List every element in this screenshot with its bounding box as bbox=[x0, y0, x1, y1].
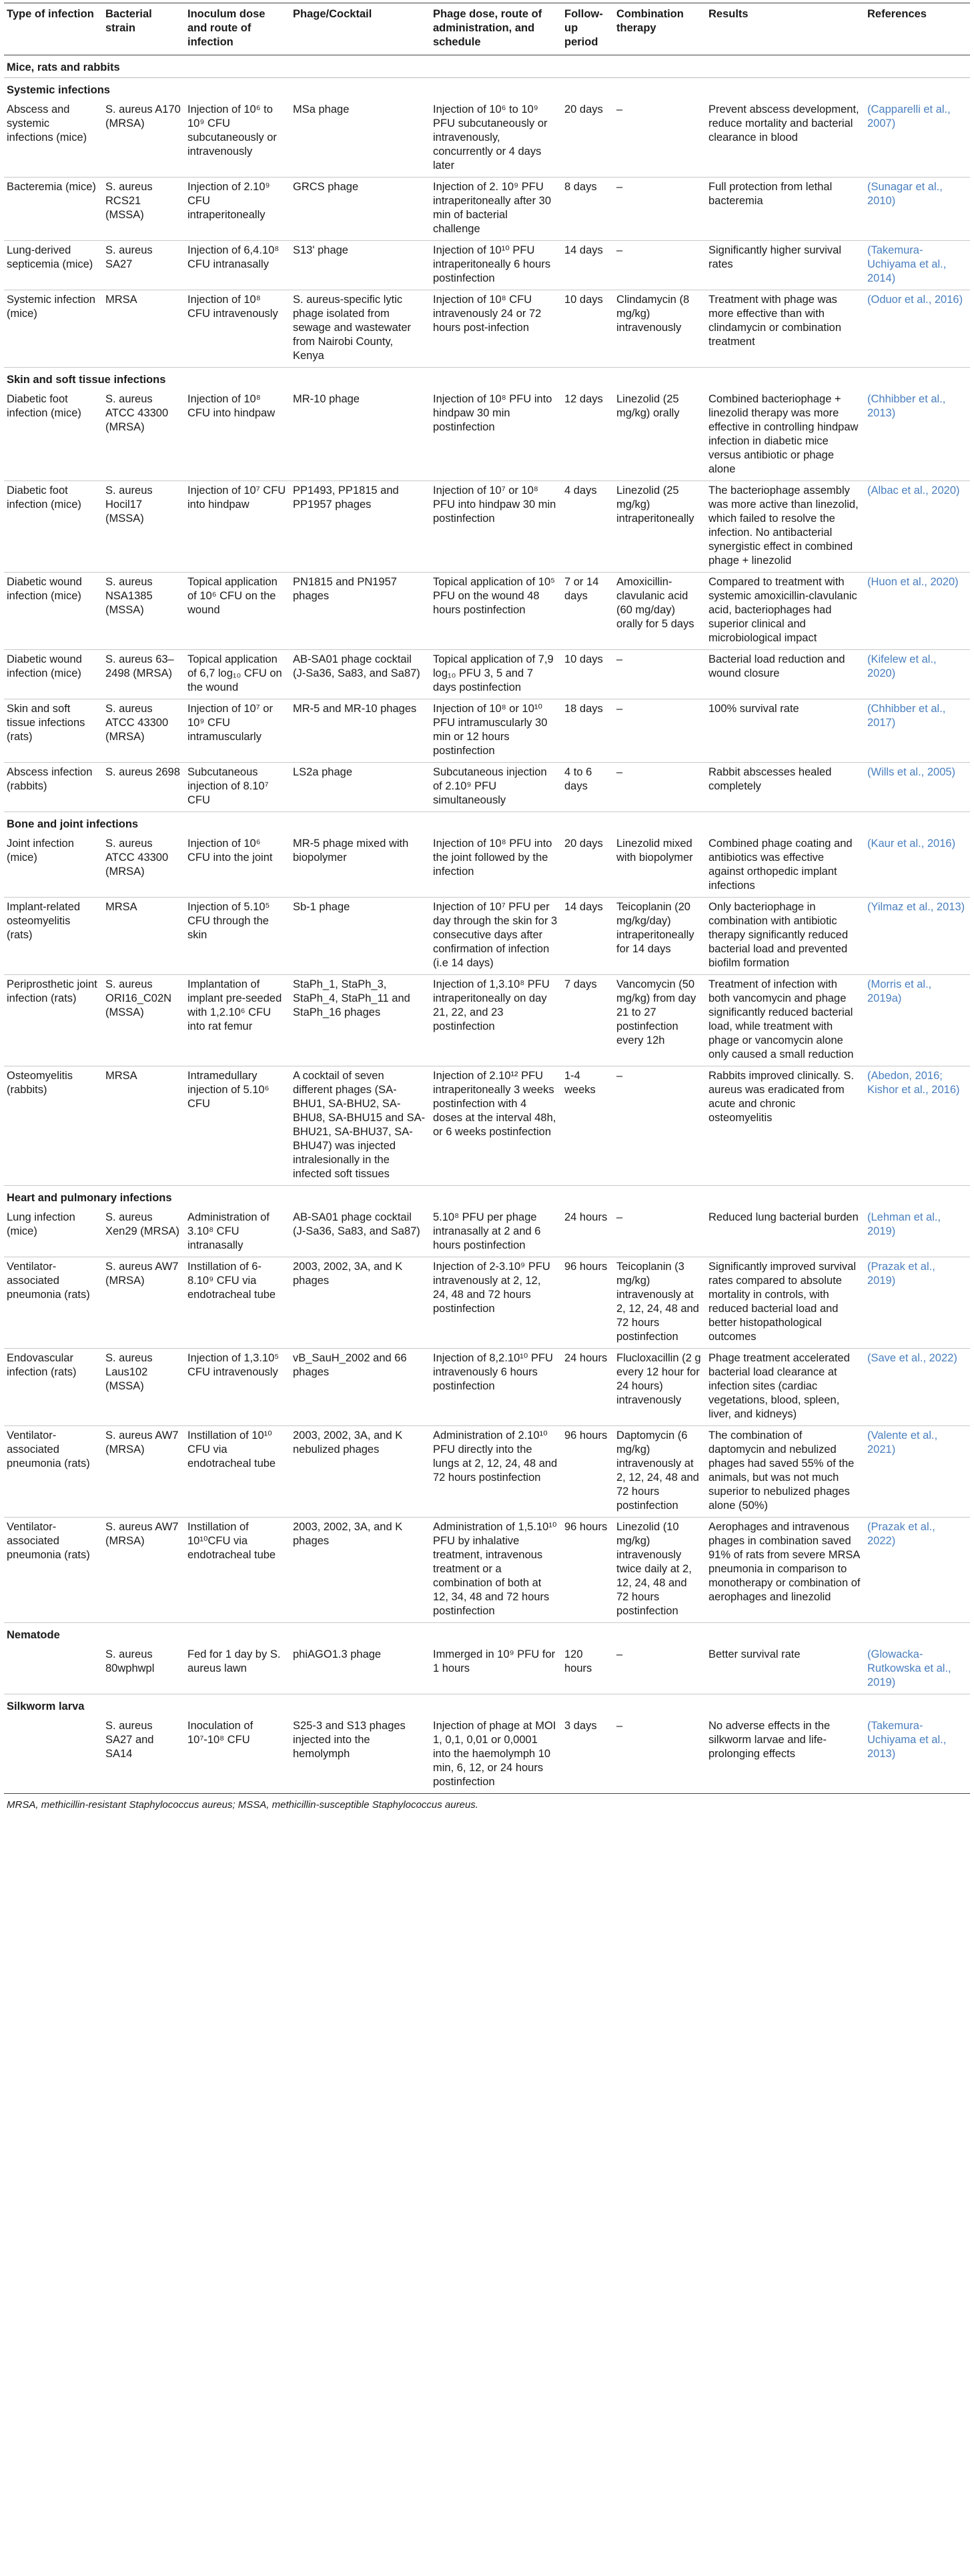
table-row bbox=[4, 100, 970, 178]
table-cell: 20 days bbox=[562, 834, 614, 898]
table-row bbox=[4, 290, 970, 368]
table-row bbox=[4, 481, 970, 573]
section-header-row bbox=[4, 55, 970, 78]
section-header-row bbox=[4, 1186, 970, 1209]
table-cell: Reduced lung bacterial burden bbox=[706, 1208, 865, 1257]
table-row bbox=[4, 975, 970, 1066]
table-cell: S. aureus Xen29 (MRSA) bbox=[103, 1208, 185, 1257]
table-cell: The bacteriophage assembly was more active than linezolid, which failed to resolve the infection. No antibacterial synergistic effect in combined phage + linezolid bbox=[706, 481, 865, 573]
table-cell: 120 hours bbox=[562, 1645, 614, 1694]
table-cell: Linezolid (25 mg/kg) orally bbox=[614, 390, 706, 481]
table-cell: Injection of 2. 10⁹ PFU intraperitoneally after 30 min of bacterial challenge bbox=[430, 178, 562, 241]
reference-link[interactable]: (Kifelew et al., 2020) bbox=[865, 650, 970, 699]
reference-link[interactable]: (Morris et al., 2019a) bbox=[865, 975, 970, 1066]
header-row bbox=[4, 3, 970, 55]
table-cell: S. aureus AW7 (MRSA) bbox=[103, 1257, 185, 1349]
table-cell: S. aureus SA27 bbox=[103, 241, 185, 290]
table-cell bbox=[4, 1716, 103, 1794]
column-header: Combination therapy bbox=[614, 3, 706, 55]
table-cell: S. aureus 2698 bbox=[103, 763, 185, 812]
table-cell: 8 days bbox=[562, 178, 614, 241]
table-cell: StaPh_1, StaPh_3, StaPh_4, StaPh_11 and StaPh_16 phages bbox=[290, 975, 430, 1066]
table-cell: Bacteremia (mice) bbox=[4, 178, 103, 241]
section-header-row bbox=[4, 812, 970, 835]
table-cell: Injection of 1,3.10⁵ CFU intravenously bbox=[185, 1349, 290, 1426]
column-header: Phage dose, route of administration, and schedule bbox=[430, 3, 562, 55]
table-cell: Skin and soft tissue infections (rats) bbox=[4, 699, 103, 763]
table-cell: Combined phage coating and antibiotics was effective against orthopedic implant infections bbox=[706, 834, 865, 898]
section-header-row bbox=[4, 368, 970, 390]
table-cell: Ventilator-associated pneumonia (rats) bbox=[4, 1257, 103, 1349]
section-title: Nematode bbox=[7, 1629, 60, 1641]
table-row bbox=[4, 763, 970, 812]
table-cell: MR-5 phage mixed with biopolymer bbox=[290, 834, 430, 898]
column-header: Phage/Cocktail bbox=[290, 3, 430, 55]
table-cell: Full protection from lethal bacteremia bbox=[706, 178, 865, 241]
table-cell: S. aureus Hocil17 (MSSA) bbox=[103, 481, 185, 573]
table-cell: S. aureus ATCC 43300 (MRSA) bbox=[103, 834, 185, 898]
table-cell: S. aureus AW7 (MRSA) bbox=[103, 1426, 185, 1518]
table-cell: 18 days bbox=[562, 699, 614, 763]
table-cell: Implant-related osteomyelitis (rats) bbox=[4, 898, 103, 975]
table-cell: S. aureus-specific lytic phage isolated from sewage and wastewater from Nairobi County, Kenya bbox=[290, 290, 430, 368]
table-cell: Injection of 10⁶ CFU into the joint bbox=[185, 834, 290, 898]
reference-link[interactable]: (Kaur et al., 2016) bbox=[865, 834, 970, 898]
table-cell: Injection of 10⁸ PFU into hindpaw 30 min postinfection bbox=[430, 390, 562, 481]
table-cell: Injection of 10¹⁰ PFU intraperitoneally 6 hours postinfection bbox=[430, 241, 562, 290]
table-cell: A cocktail of seven different phages (SA-BHU1, SA-BHU2, SA-BHU8, SA-BHU15 and SA-BHU21, SA-BHU37, SA-BHU47) was injected intralesionally in the infected soft tissues bbox=[290, 1066, 430, 1186]
table-row bbox=[4, 898, 970, 975]
table-cell: Lung infection (mice) bbox=[4, 1208, 103, 1257]
reference-link[interactable]: (Capparelli et al., 2007) bbox=[865, 100, 970, 178]
table-cell: Injection of 10⁶ to 10⁹ CFU subcutaneously or intravenously bbox=[185, 100, 290, 178]
table-cell: MRSA bbox=[103, 1066, 185, 1186]
reference-link[interactable]: (Takemura-Uchiyama et al., 2014) bbox=[865, 241, 970, 290]
section-title: Skin and soft tissue infections bbox=[7, 374, 166, 386]
table-cell: AB-SA01 phage cocktail (J-Sa36, Sa83, and Sa87) bbox=[290, 650, 430, 699]
table-cell: Joint infection (mice) bbox=[4, 834, 103, 898]
table-cell: Topical application of 10⁶ CFU on the wound bbox=[185, 573, 290, 650]
table-cell: Implantation of implant pre-seeded with 1,2.10⁶ CFU into rat femur bbox=[185, 975, 290, 1066]
table-cell: – bbox=[614, 763, 706, 812]
reference-link[interactable]: (Abedon, 2016; Kishor et al., 2016) bbox=[865, 1066, 970, 1186]
table-cell: Ventilator-associated pneumonia (rats) bbox=[4, 1518, 103, 1623]
table-row bbox=[4, 1518, 970, 1623]
table-cell: – bbox=[614, 241, 706, 290]
table-cell: 5.10⁸ PFU per phage intranasally at 2 and 6 hours postinfection bbox=[430, 1208, 562, 1257]
table-cell: Osteomyelitis (rabbits) bbox=[4, 1066, 103, 1186]
table-cell: phiAGO1.3 phage bbox=[290, 1645, 430, 1694]
table-cell: Phage treatment accelerated bacterial load clearance at infection sites (cardiac vegetations, blood, spleen, liver, and kidneys) bbox=[706, 1349, 865, 1426]
table-cell: 1-4 weeks bbox=[562, 1066, 614, 1186]
table-cell: Teicoplanin (20 mg/kg/day) intraperitoneally for 14 days bbox=[614, 898, 706, 975]
table-cell: Sb-1 phage bbox=[290, 898, 430, 975]
table-row bbox=[4, 1645, 970, 1694]
table-cell: Better survival rate bbox=[706, 1645, 865, 1694]
table-cell: Injection of phage at MOI 1, 0,1, 0,01 or 0,0001 into the haemolymph 10 min, 6, 12, or 24 hours postinfection bbox=[430, 1716, 562, 1794]
table-cell: Vancomycin (50 mg/kg) from day 21 to 27 postinfection every 12h bbox=[614, 975, 706, 1066]
table-cell: Treatment with phage was more effective than with clindamycin or combination treatment bbox=[706, 290, 865, 368]
table-cell: MRSA bbox=[103, 898, 185, 975]
table-cell: MR-10 phage bbox=[290, 390, 430, 481]
table-cell: Subcutaneous injection of 2.10⁹ PFU simultaneously bbox=[430, 763, 562, 812]
table-cell: Injection of 2.10¹² PFU intraperitoneally 3 weeks postinfection with 4 doses at the interval 48h, or 6 weeks postinfection bbox=[430, 1066, 562, 1186]
table-row bbox=[4, 241, 970, 290]
table-cell: 24 hours bbox=[562, 1208, 614, 1257]
table-cell: Instillation of 10¹⁰CFU via endotracheal tube bbox=[185, 1518, 290, 1623]
table-cell: Topical application of 7,9 log₁₀ PFU 3, 5 and 7 days postinfection bbox=[430, 650, 562, 699]
table-cell: – bbox=[614, 1645, 706, 1694]
table-cell: S13' phage bbox=[290, 241, 430, 290]
table-cell: S25-3 and S13 phages injected into the hemolymph bbox=[290, 1716, 430, 1794]
table-cell: AB-SA01 phage cocktail (J-Sa36, Sa83, and Sa87) bbox=[290, 1208, 430, 1257]
table-cell: 14 days bbox=[562, 241, 614, 290]
table-cell: 7 days bbox=[562, 975, 614, 1066]
table-cell: Bacterial load reduction and wound closure bbox=[706, 650, 865, 699]
table-cell: Periprosthetic joint infection (rats) bbox=[4, 975, 103, 1066]
table-cell: Injection of 2.10⁹ CFU intraperitoneally bbox=[185, 178, 290, 241]
table-cell: Topical application of 6,7 log₁₀ CFU on the wound bbox=[185, 650, 290, 699]
table-cell: Prevent abscess development, reduce mortality and bacterial clearance in blood bbox=[706, 100, 865, 178]
table-row bbox=[4, 390, 970, 481]
table-footnote: MRSA, methicillin-resistant Staphylococcus aureus; MSSA, methicillin-susceptible Staphylococcus aureus. bbox=[7, 1799, 478, 1811]
table-cell: Flucloxacillin (2 g every 12 hour for 24 hours) intravenously bbox=[614, 1349, 706, 1426]
table-cell: Diabetic wound infection (mice) bbox=[4, 650, 103, 699]
section-title: Silkworm larva bbox=[7, 1700, 85, 1712]
table-cell: 96 hours bbox=[562, 1257, 614, 1349]
table-cell: Significantly higher survival rates bbox=[706, 241, 865, 290]
table-cell: No adverse effects in the silkworm larvae and life-prolonging effects bbox=[706, 1716, 865, 1794]
table-cell: – bbox=[614, 1066, 706, 1186]
table-body bbox=[4, 55, 970, 1794]
table-cell: Linezolid (25 mg/kg) intraperitoneally bbox=[614, 481, 706, 573]
table-cell: Instillation of 10¹⁰ CFU via endotracheal tube bbox=[185, 1426, 290, 1518]
section-title: Mice, rats and rabbits bbox=[4, 55, 970, 78]
table-cell: S. aureus AW7 (MRSA) bbox=[103, 1518, 185, 1623]
table-cell: Immerged in 10⁹ PFU for 1 hours bbox=[430, 1645, 562, 1694]
reference-link[interactable]: (Prazak et al., 2022) bbox=[865, 1518, 970, 1623]
section-title: Heart and pulmonary infections bbox=[7, 1192, 172, 1204]
section-header-row bbox=[4, 1623, 970, 1646]
table-cell: Intramedullary injection of 5.10⁶ CFU bbox=[185, 1066, 290, 1186]
table-cell: Compared to treatment with systemic amoxicillin-clavulanic acid, bacteriophages had superior clinical and microbiological impact bbox=[706, 573, 865, 650]
reference-link[interactable]: (Chhibber et al., 2013) bbox=[865, 390, 970, 481]
table-cell: 20 days bbox=[562, 100, 614, 178]
table-cell: 14 days bbox=[562, 898, 614, 975]
table-cell: S. aureus 63–2498 (MRSA) bbox=[103, 650, 185, 699]
reference-link[interactable]: (Valente et al., 2021) bbox=[865, 1426, 970, 1518]
phage-therapy-table bbox=[4, 3, 970, 1794]
reference-link[interactable]: (Glowacka-Rutkowska et al., 2019) bbox=[865, 1645, 970, 1694]
table-cell: Treatment of infection with both vancomycin and phage significantly reduced bacterial load, while treatment with phage or vancomycin alone only caused a small reduction bbox=[706, 975, 865, 1066]
table-cell: Injection of 10⁸ CFU intravenously 24 or 72 hours post-infection bbox=[430, 290, 562, 368]
table-cell: 96 hours bbox=[562, 1518, 614, 1623]
table-cell: Lung-derived septicemia (mice) bbox=[4, 241, 103, 290]
table-cell: 100% survival rate bbox=[706, 699, 865, 763]
table-cell: – bbox=[614, 178, 706, 241]
table-cell: Diabetic wound infection (mice) bbox=[4, 573, 103, 650]
table-cell: 4 to 6 days bbox=[562, 763, 614, 812]
section-title: Bone and joint infections bbox=[7, 818, 139, 830]
table-cell: Injection of 8,2.10¹⁰ PFU intravenously 6 hours postinfection bbox=[430, 1349, 562, 1426]
table-cell: Diabetic foot infection (mice) bbox=[4, 481, 103, 573]
table-cell: Injection of 6,4.10⁸ CFU intranasally bbox=[185, 241, 290, 290]
reference-link[interactable]: (Oduor et al., 2016) bbox=[865, 290, 970, 368]
table-cell: Fed for 1 day by S. aureus lawn bbox=[185, 1645, 290, 1694]
table-cell bbox=[4, 1645, 103, 1694]
table-cell: Injection of 10⁸ CFU into hindpaw bbox=[185, 390, 290, 481]
table-cell: 2003, 2002, 3A, and K phages bbox=[290, 1518, 430, 1623]
table-row bbox=[4, 1349, 970, 1426]
table-cell: – bbox=[614, 1208, 706, 1257]
table-cell: Injection of 10⁷ PFU per day through the skin for 3 consecutive days after confirmation of infection (i.e 14 days) bbox=[430, 898, 562, 975]
table-cell: Linezolid mixed with biopolymer bbox=[614, 834, 706, 898]
table-cell: S. aureus NSA1385 (MSSA) bbox=[103, 573, 185, 650]
table-cell: 12 days bbox=[562, 390, 614, 481]
table-cell: Injection of 1,3.10⁸ PFU intraperitoneally on day 21, 22, and 23 postinfection bbox=[430, 975, 562, 1066]
table-row bbox=[4, 1208, 970, 1257]
reference-link[interactable]: (Chhibber et al., 2017) bbox=[865, 699, 970, 763]
table-row bbox=[4, 699, 970, 763]
table-container bbox=[4, 3, 970, 1816]
section-header-row bbox=[4, 1694, 970, 1717]
table-cell: Abscess and systemic infections (mice) bbox=[4, 100, 103, 178]
table-cell: S. aureus RCS21 (MSSA) bbox=[103, 178, 185, 241]
table-cell: S. aureus ATCC 43300 (MRSA) bbox=[103, 699, 185, 763]
table-cell: Endovascular infection (rats) bbox=[4, 1349, 103, 1426]
table-cell: Rabbit abscesses healed completely bbox=[706, 763, 865, 812]
section-header-row bbox=[4, 78, 970, 101]
table-cell: S. aureus Laus102 (MSSA) bbox=[103, 1349, 185, 1426]
reference-link[interactable]: (Lehman et al., 2019) bbox=[865, 1208, 970, 1257]
table-cell: Administration of 3.10⁸ CFU intranasally bbox=[185, 1208, 290, 1257]
table-cell: Combined bacteriophage + linezolid therapy was more effective in controlling hindpaw infection in diabetic mice versus antibiotic or phage alone bbox=[706, 390, 865, 481]
table-cell: 4 days bbox=[562, 481, 614, 573]
table-cell: 7 or 14 days bbox=[562, 573, 614, 650]
table-cell: Injection of 10⁶ to 10⁹ PFU subcutaneously or intravenously, concurrently or 4 days later bbox=[430, 100, 562, 178]
table-cell: – bbox=[614, 650, 706, 699]
table-cell: Ventilator-associated pneumonia (rats) bbox=[4, 1426, 103, 1518]
table-row bbox=[4, 1716, 970, 1794]
table-row bbox=[4, 178, 970, 241]
column-header: Results bbox=[706, 3, 865, 55]
table-cell: 2003, 2002, 3A, and K nebulized phages bbox=[290, 1426, 430, 1518]
table-cell: – bbox=[614, 699, 706, 763]
table-cell: LS2a phage bbox=[290, 763, 430, 812]
table-cell: Aerophages and intravenous phages in combination saved 91% of rats from severe MRSA pneumonia in comparison to monotherapy or combination of aerophages and linezolid bbox=[706, 1518, 865, 1623]
table-row bbox=[4, 1426, 970, 1518]
table-cell: 24 hours bbox=[562, 1349, 614, 1426]
table-cell: Rabbits improved clinically. S. aureus was eradicated from acute and chronic osteomyelitis bbox=[706, 1066, 865, 1186]
table-cell: MRSA bbox=[103, 290, 185, 368]
table-cell: S. aureus A170 (MRSA) bbox=[103, 100, 185, 178]
table-cell: Diabetic foot infection (mice) bbox=[4, 390, 103, 481]
table-cell: Linezolid (10 mg/kg) intravenously twice daily at 2, 12, 24, 48 and 72 hours postinfection bbox=[614, 1518, 706, 1623]
table-cell: Amoxicillin-clavulanic acid (60 mg/day) orally for 5 days bbox=[614, 573, 706, 650]
table-cell: 96 hours bbox=[562, 1426, 614, 1518]
table-cell: PN1815 and PN1957 phages bbox=[290, 573, 430, 650]
table-cell: Significantly improved survival rates compared to absolute mortality in controls, with reduced bacterial load and better histopathological outcomes bbox=[706, 1257, 865, 1349]
reference-link[interactable]: (Prazak et al., 2019) bbox=[865, 1257, 970, 1349]
table-cell: vB_SauH_2002 and 66 phages bbox=[290, 1349, 430, 1426]
reference-link[interactable]: (Albac et al., 2020) bbox=[865, 481, 970, 573]
table-cell: Subcutaneous injection of 8.10⁷ CFU bbox=[185, 763, 290, 812]
table-row bbox=[4, 573, 970, 650]
table-cell: Injection of 5.10⁵ CFU through the skin bbox=[185, 898, 290, 975]
table-cell: Administration of 2.10¹⁰ PFU directly into the lungs at 2, 12, 24, 48 and 72 hours postinfection bbox=[430, 1426, 562, 1518]
table-cell: 3 days bbox=[562, 1716, 614, 1794]
table-cell: S. aureus ATCC 43300 (MRSA) bbox=[103, 390, 185, 481]
column-header: Inoculum dose and route of infection bbox=[185, 3, 290, 55]
table-cell: The combination of daptomycin and nebulized phages had saved 55% of the animals, but was not much superior to nebulized phages alone (50%) bbox=[706, 1426, 865, 1518]
table-cell: MSa phage bbox=[290, 100, 430, 178]
table-cell: Topical application of 10⁵ PFU on the wound 48 hours postinfection bbox=[430, 573, 562, 650]
column-header: Type of infection bbox=[4, 3, 103, 55]
table-row bbox=[4, 1257, 970, 1349]
reference-link[interactable]: (Sunagar et al., 2010) bbox=[865, 178, 970, 241]
table-header bbox=[4, 3, 970, 55]
table-cell: Administration of 1,5.10¹⁰ PFU by inhalative treatment, intravenous treatment or a combination of both at 12, 34, 48 and 72 hours postinfection bbox=[430, 1518, 562, 1623]
table-cell: 10 days bbox=[562, 650, 614, 699]
table-cell: Injection of 10⁸ PFU into the joint followed by the infection bbox=[430, 834, 562, 898]
table-cell: Injection of 10⁷ CFU into hindpaw bbox=[185, 481, 290, 573]
table-cell: Injection of 2-3.10⁹ PFU intravenously at 2, 12, 24, 48 and 72 hours postinfection bbox=[430, 1257, 562, 1349]
column-header: References bbox=[865, 3, 970, 55]
reference-link[interactable]: (Wills et al., 2005) bbox=[865, 763, 970, 812]
table-cell: – bbox=[614, 100, 706, 178]
table-cell: Systemic infection (mice) bbox=[4, 290, 103, 368]
table-cell: Injection of 10⁸ CFU intravenously bbox=[185, 290, 290, 368]
table-cell: Only bacteriophage in combination with antibiotic therapy significantly reduced bacterial load and prevented biofilm formation bbox=[706, 898, 865, 975]
table-cell: Injection of 10⁸ or 10¹⁰ PFU intramuscularly 30 min or 12 hours postinfection bbox=[430, 699, 562, 763]
table-cell: Instillation of 6-8.10⁹ CFU via endotracheal tube bbox=[185, 1257, 290, 1349]
section-title: Systemic infections bbox=[7, 84, 110, 96]
reference-link[interactable]: (Yilmaz et al., 2013) bbox=[865, 898, 970, 975]
table-row bbox=[4, 1066, 970, 1186]
table-cell: S. aureus 80wphwpl bbox=[103, 1645, 185, 1694]
table-cell: Injection of 10⁷ or 10⁹ CFU intramuscularly bbox=[185, 699, 290, 763]
table-cell: MR-5 and MR-10 phages bbox=[290, 699, 430, 763]
table-cell: 10 days bbox=[562, 290, 614, 368]
reference-link[interactable]: (Huon et al., 2020) bbox=[865, 573, 970, 650]
table-cell: Daptomycin (6 mg/kg) intravenously at 2, 12, 24, 48 and 72 hours postinfection bbox=[614, 1426, 706, 1518]
column-header: Follow-up period bbox=[562, 3, 614, 55]
table-cell: 2003, 2002, 3A, and K phages bbox=[290, 1257, 430, 1349]
table-cell: – bbox=[614, 1716, 706, 1794]
column-header: Bacterial strain bbox=[103, 3, 185, 55]
table-cell: Teicoplanin (3 mg/kg) intravenously at 2, 12, 24, 48 and 72 hours postinfection bbox=[614, 1257, 706, 1349]
table-cell: PP1493, PP1815 and PP1957 phages bbox=[290, 481, 430, 573]
table-cell: Injection of 10⁷ or 10⁸ PFU into hindpaw 30 min postinfection bbox=[430, 481, 562, 573]
table-cell: Clindamycin (8 mg/kg) intravenously bbox=[614, 290, 706, 368]
table-row bbox=[4, 650, 970, 699]
table-cell: GRCS phage bbox=[290, 178, 430, 241]
table-cell: S. aureus ORI16_C02N (MSSA) bbox=[103, 975, 185, 1066]
table-cell: Inoculation of 10⁷-10⁸ CFU bbox=[185, 1716, 290, 1794]
table-row bbox=[4, 834, 970, 898]
reference-link[interactable]: (Save et al., 2022) bbox=[865, 1349, 970, 1426]
reference-link[interactable]: (Takemura-Uchiyama et al., 2013) bbox=[865, 1716, 970, 1794]
table-cell: S. aureus SA27 and SA14 bbox=[103, 1716, 185, 1794]
table-cell: Abscess infection (rabbits) bbox=[4, 763, 103, 812]
